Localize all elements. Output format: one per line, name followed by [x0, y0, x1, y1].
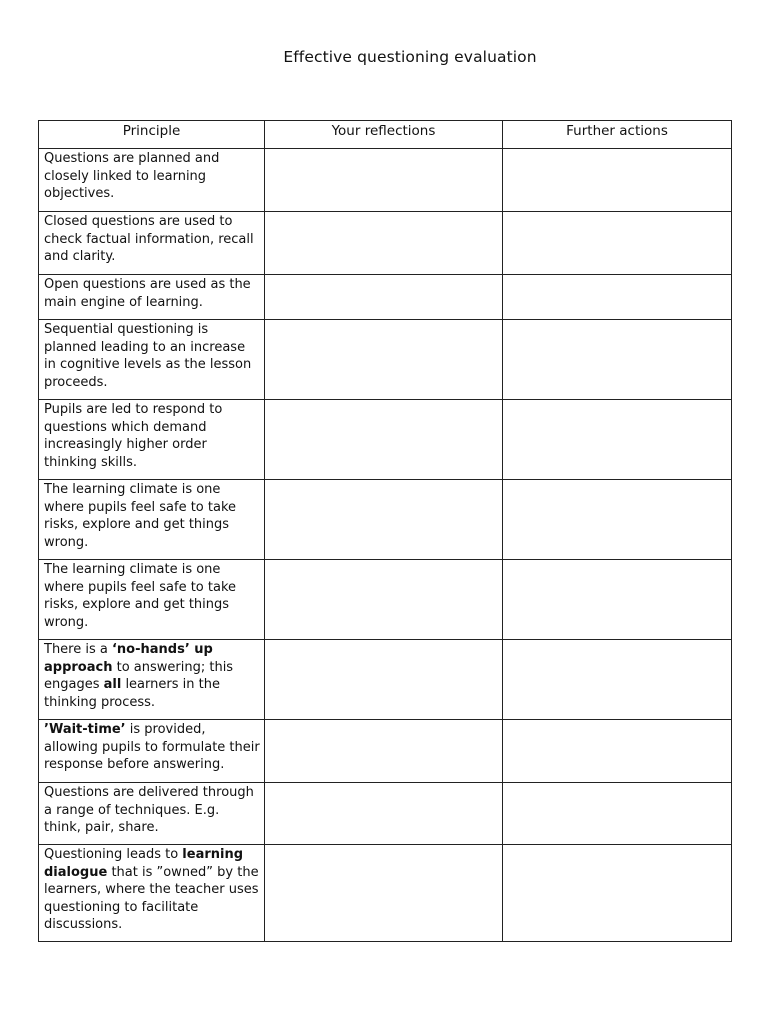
table-row	[39, 149, 732, 212]
header-principle: Principle	[39, 121, 265, 149]
table-body	[39, 149, 732, 942]
table-row	[39, 212, 732, 275]
reflections-cell[interactable]	[265, 275, 503, 320]
table-row	[39, 845, 732, 942]
principle-cell	[39, 212, 265, 275]
principle-emphasis: ’Wait-time’	[44, 722, 126, 737]
principle-text: to answering; this engages	[44, 659, 234, 693]
further-actions-cell[interactable]	[503, 720, 732, 783]
principle-text: Questioning leads to	[44, 847, 183, 862]
further-actions-cell[interactable]	[503, 320, 732, 400]
principle-text: learners in the thinking process.	[44, 677, 220, 710]
principle-text: Open questions are used as the main engine of learning.	[44, 277, 251, 310]
principle-cell	[39, 275, 265, 320]
table-row	[39, 640, 732, 720]
page-title: Effective questioning evaluation	[283, 48, 537, 66]
further-actions-cell[interactable]	[503, 640, 732, 720]
table-row	[39, 480, 732, 560]
further-actions-cell[interactable]	[503, 783, 732, 845]
principle-text: Pupils are led to respond to questions which demand increasingly higher order thinking skills.	[44, 402, 223, 470]
reflections-cell[interactable]	[265, 783, 503, 845]
reflections-cell[interactable]	[265, 720, 503, 783]
principle-cell	[39, 720, 265, 783]
table-row	[39, 400, 732, 480]
principle-text: that is ”owned” by the learners, where the teacher uses questioning to facilitate discussions.	[44, 864, 259, 933]
reflections-cell[interactable]	[265, 320, 503, 400]
reflections-cell[interactable]	[265, 845, 503, 942]
principle-text: is provided, allowing pupils to formulate their response before answering.	[44, 722, 260, 773]
reflections-cell[interactable]	[265, 400, 503, 480]
principle-cell	[39, 783, 265, 845]
principle-cell	[39, 149, 265, 212]
table-row	[39, 720, 732, 783]
principle-cell	[39, 845, 265, 942]
further-actions-cell[interactable]	[503, 149, 732, 212]
principle-cell	[39, 320, 265, 400]
reflections-cell[interactable]	[265, 212, 503, 275]
further-actions-cell[interactable]	[503, 212, 732, 275]
reflections-cell[interactable]	[265, 480, 503, 560]
principle-cell	[39, 400, 265, 480]
further-actions-cell[interactable]	[503, 275, 732, 320]
header-further-actions: Further actions	[503, 121, 732, 149]
reflections-cell[interactable]	[265, 560, 503, 640]
further-actions-cell[interactable]	[503, 480, 732, 560]
table-row	[39, 275, 732, 320]
principle-text: Questions are delivered through a range of techniques. E.g. think, pair, share.	[44, 785, 254, 836]
principle-cell	[39, 480, 265, 560]
principle-cell	[39, 560, 265, 640]
principle-text: The learning climate is one where pupils feel safe to take risks, explore and get things wrong.	[44, 482, 237, 550]
reflections-cell[interactable]	[265, 640, 503, 720]
principle-text: There is a	[44, 642, 112, 657]
further-actions-cell[interactable]	[503, 400, 732, 480]
table-row	[39, 560, 732, 640]
principle-cell	[39, 640, 265, 720]
table-row	[39, 320, 732, 400]
principle-text: The learning climate is one where pupils feel safe to take risks, explore and get things wrong.	[44, 562, 237, 630]
principle-text: Closed questions are used to check factual information, recall and clarity.	[44, 214, 254, 265]
table-row	[39, 783, 732, 845]
evaluation-table	[38, 120, 732, 942]
principle-emphasis: ‘no-hands’ up approach	[44, 642, 213, 675]
principle-text: Questions are planned and closely linked to learning objectives.	[44, 151, 220, 202]
further-actions-cell[interactable]	[503, 845, 732, 942]
principle-text: Sequential questioning is planned leading to an increase in cognitive levels as the lesson proceeds.	[44, 322, 252, 390]
principle-emphasis: learning dialogue	[44, 847, 244, 880]
header-your-reflections: Your reflections	[265, 121, 503, 149]
reflections-cell[interactable]	[265, 149, 503, 212]
header-row	[39, 121, 732, 149]
table-header	[39, 121, 732, 149]
further-actions-cell[interactable]	[503, 560, 732, 640]
principle-emphasis: all	[103, 677, 122, 693]
